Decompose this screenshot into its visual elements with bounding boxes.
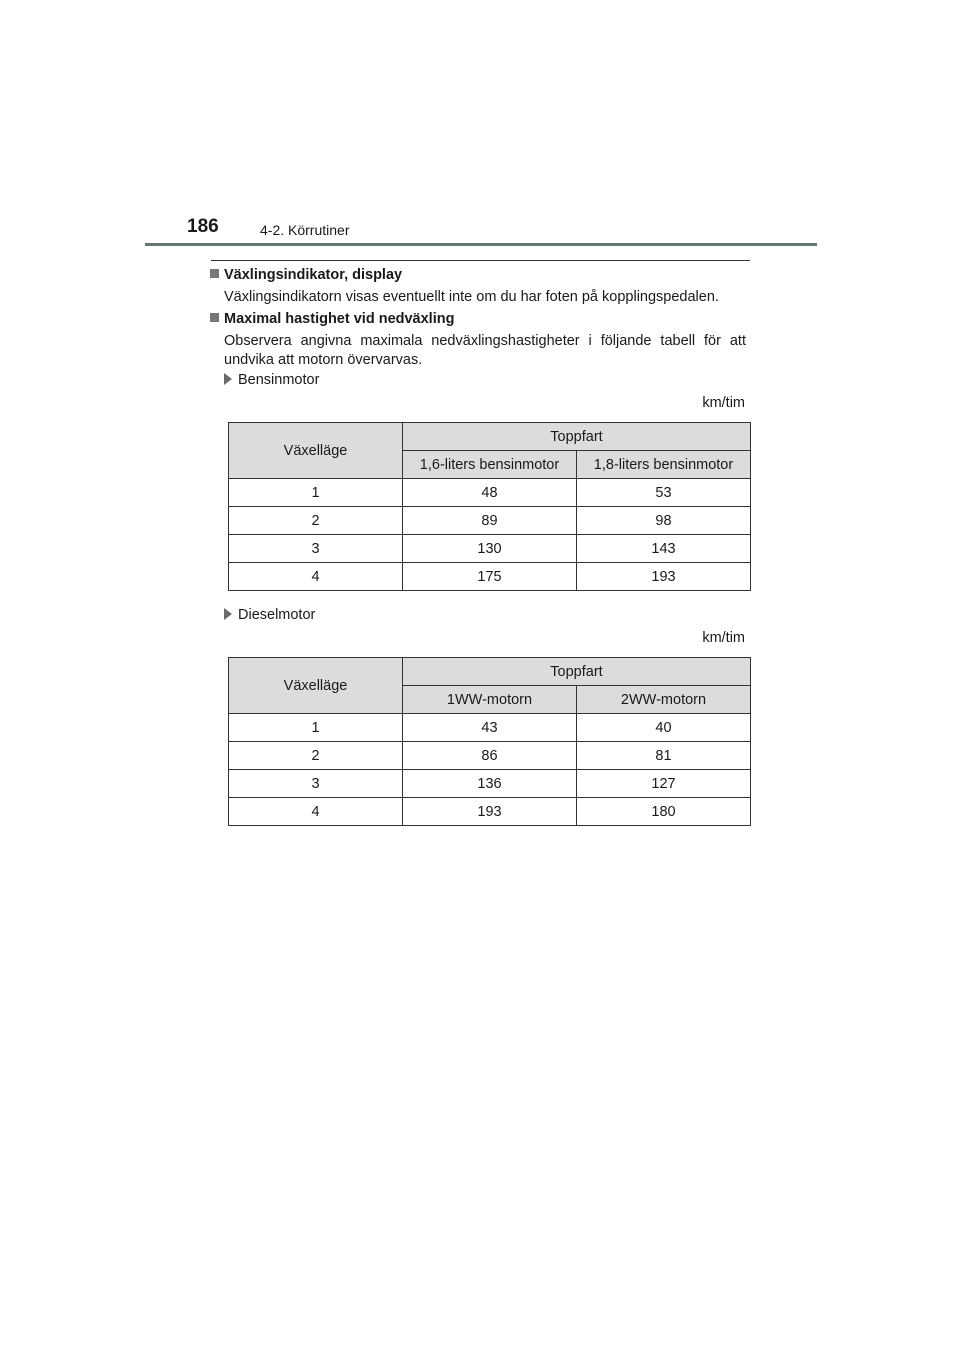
header-engine-1: 1,6-liters bensinmotor bbox=[403, 451, 577, 479]
table-row bbox=[229, 479, 751, 507]
cell: 143 bbox=[577, 535, 751, 563]
cell: 1 bbox=[229, 479, 403, 507]
cell: 89 bbox=[403, 507, 577, 535]
cell: 4 bbox=[229, 798, 403, 826]
page-number: 186 bbox=[187, 216, 219, 237]
content-rule bbox=[211, 260, 750, 261]
cell: 130 bbox=[403, 535, 577, 563]
cell: 193 bbox=[403, 798, 577, 826]
heading-shift-indicator bbox=[210, 267, 402, 283]
cell: 40 bbox=[577, 714, 751, 742]
subheading-text: Bensinmotor bbox=[238, 372, 320, 388]
header-top-speed: Toppfart bbox=[403, 658, 751, 686]
triangle-bullet-icon bbox=[224, 373, 232, 385]
cell: 175 bbox=[403, 563, 577, 591]
paragraph-max-speed: Observera angivna maximala nedväxlingshastigheter i följande tabell för att undvika att motorn övervarvas. bbox=[224, 333, 746, 368]
cell: 127 bbox=[577, 770, 751, 798]
subheading-text: Dieselmotor bbox=[238, 607, 316, 623]
heading-text: Växlingsindikator, display bbox=[224, 267, 403, 283]
subheading-diesel bbox=[224, 607, 315, 623]
header-engine-1: 1WW-motorn bbox=[403, 686, 577, 714]
table-row bbox=[229, 507, 751, 535]
table-row bbox=[229, 770, 751, 798]
heading-text: Maximal hastighet vid nedväxling bbox=[224, 311, 455, 327]
cell: 2 bbox=[229, 742, 403, 770]
cell: 53 bbox=[577, 479, 751, 507]
square-bullet-icon bbox=[210, 269, 219, 278]
header-rule bbox=[145, 243, 817, 246]
cell: 98 bbox=[577, 507, 751, 535]
cell: 81 bbox=[577, 742, 751, 770]
cell: 1 bbox=[229, 714, 403, 742]
cell: 136 bbox=[403, 770, 577, 798]
triangle-bullet-icon bbox=[224, 608, 232, 620]
cell: 86 bbox=[403, 742, 577, 770]
cell: 3 bbox=[229, 535, 403, 563]
cell: 193 bbox=[577, 563, 751, 591]
cell: 3 bbox=[229, 770, 403, 798]
header-engine-2: 1,8-liters bensinmotor bbox=[577, 451, 751, 479]
table-row bbox=[229, 714, 751, 742]
header-top-speed: Toppfart bbox=[403, 423, 751, 451]
cell: 4 bbox=[229, 563, 403, 591]
subheading-petrol bbox=[224, 372, 319, 388]
unit-label-petrol: km/tim bbox=[702, 395, 745, 411]
table-row bbox=[229, 742, 751, 770]
diesel-speed-table bbox=[228, 657, 751, 826]
table-row bbox=[229, 535, 751, 563]
unit-label-diesel: km/tim bbox=[702, 630, 745, 646]
cell: 180 bbox=[577, 798, 751, 826]
header-gear: Växelläge bbox=[229, 658, 403, 714]
cell: 2 bbox=[229, 507, 403, 535]
paragraph-shift-indicator: Växlingsindikatorn visas eventuellt inte om du har foten på kopplingspedalen. bbox=[224, 289, 719, 305]
table-row bbox=[229, 563, 751, 591]
cell: 43 bbox=[403, 714, 577, 742]
section-title: 4-2. Körrutiner bbox=[260, 222, 350, 238]
heading-max-speed bbox=[210, 311, 454, 327]
petrol-speed-table bbox=[228, 422, 751, 591]
header-gear: Växelläge bbox=[229, 423, 403, 479]
square-bullet-icon bbox=[210, 313, 219, 322]
header-engine-2: 2WW-motorn bbox=[577, 686, 751, 714]
table-row bbox=[229, 798, 751, 826]
cell: 48 bbox=[403, 479, 577, 507]
